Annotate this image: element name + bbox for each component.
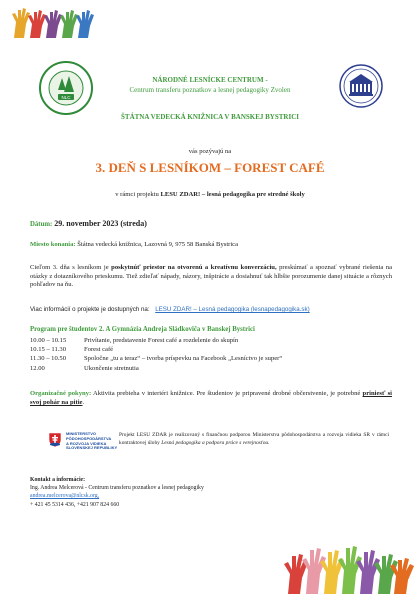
program-table — [30, 336, 282, 373]
slovak-coat-of-arms-icon — [48, 432, 62, 448]
project-link[interactable]: LESU ZDAR! – Lesná pedagogika (lesnapedagogika.sk) — [155, 306, 310, 313]
program-desc: Forest café — [84, 346, 114, 354]
paragraph-intro: Cieľom 3. dňa s lesníkom je — [30, 264, 112, 271]
program-time: 10.15 – 11.30 — [30, 346, 67, 354]
date-label: Dátum: — [30, 221, 53, 228]
subtitle-prefix: v rámci projektu — [115, 191, 161, 198]
info-text: Viac informácií o projekte je dostupných na: — [30, 306, 150, 313]
program-row — [30, 354, 282, 363]
program-heading: Program pre študentov 2. A Gymnázia Andreja Sládkoviča v Banskej Bystrici — [30, 326, 255, 333]
venue-value: Štátna vedecká knižnica, Lazovná 9, 975 58 Banská Bystrica — [77, 241, 239, 248]
program-row — [30, 336, 282, 345]
date-line — [30, 219, 147, 228]
program-row — [30, 364, 282, 373]
ministry-line: PÔDOHOSPODÁRSTVA — [66, 435, 112, 441]
contact-phone: + 421 45 5314 436, +421 907 824 660 — [30, 501, 120, 508]
ministry-line: A ROZVOJA VIDIEKA — [66, 440, 107, 446]
ministry-line: SLOVENSKEJ REPUBLIKY — [66, 445, 118, 451]
organizational-emph: priniesť si svoj pohár na pitie — [30, 390, 392, 406]
ministry-logo-text — [66, 432, 117, 451]
venue-label: Miesto konania: — [30, 241, 76, 248]
program-row — [30, 345, 282, 354]
program-desc: Ukončenie stretnutia — [84, 364, 139, 372]
contact-name: Ing. Andrea Melcerová - Centrum transferu poznatkov a lesnej pedagogiky — [30, 485, 204, 492]
contact-block — [30, 476, 204, 509]
paragraph-bold: poskytnúť priestor na otvorenú a kreatívnu konverzáciu, — [111, 264, 277, 271]
library-name: ŠTÁTNA VEDECKÁ KNIŽNICA V BANSKEJ BYSTRICI — [121, 113, 299, 121]
decorative-hands-bottom — [282, 540, 418, 594]
ministry-text — [119, 432, 389, 447]
org-subtitle: Centrum transferu poznatkov a lesnej pedagogiky Zvolen — [129, 86, 291, 94]
subtitle-project: LESU ZDAR! – lesná pedagogika pre stredné školy — [160, 191, 305, 198]
program-time: 11.30 – 10.50 — [30, 355, 67, 363]
program-time: 12.00 — [30, 364, 45, 372]
venue-line — [30, 241, 238, 248]
description-paragraph — [30, 264, 392, 290]
ministry-text-main: Projekt LESU ZDAR je realizovaný s finančnou podporou Ministerstva pôdohospodárstva a rozvoja vidieka SR v rámci kontraktovej úlohy — [119, 432, 389, 446]
ministry-logo — [48, 430, 118, 466]
event-title: 3. DEŇ S LESNÍKOM – FOREST CAFÉ — [95, 160, 325, 175]
info-line — [30, 306, 310, 313]
invite-line: vás pozývajú na — [188, 148, 232, 155]
paragraph-rest: preskúmať a spoznať vybrané riešenia na otázky z dotazníkového prieskumu. Tiež zdieľať nápady, názory, inšpirácie a dosiahnuť tak hlbšie porozumenie danej situácie a rôznych pohľadov na ňu. — [30, 264, 392, 289]
ministry-text-italic: Lesná pedagogika a podpora práce s verejnosťou. — [161, 439, 270, 446]
decorative-hands-top — [8, 4, 98, 40]
organizational-end: . — [82, 399, 85, 406]
organizational-note — [30, 389, 392, 407]
organizational-text: Aktivita prebieha v interiéri knižnice. Pre študentov je pripravené drobné občerstvenie, je potrebné — [91, 390, 363, 397]
program-time: 10.00 – 10.15 — [30, 337, 67, 344]
contact-heading: Kontakt a informácie: — [30, 477, 86, 483]
organizational-label: Organizačné pokyny: — [30, 390, 92, 397]
org-name: NÁRODNÉ LESNÍCKE CENTRUM - — [152, 76, 268, 84]
program-desc: Spoločne „tu a teraz“ – tvorba príspevku na Facebook „Lesníctvo je super“ — [84, 355, 283, 363]
date-value: 29. november 2023 (streda) — [54, 219, 147, 228]
program-desc: Privítanie, predstavenie Forest café a rozdelenie do skupín — [84, 337, 239, 344]
ministry-line: MINISTERSTVO — [66, 431, 97, 436]
nlc-logo-abbr: NLC — [61, 95, 71, 100]
event-subtitle — [0, 191, 420, 198]
contact-email[interactable]: andrea.melcerova@nlcsk.org, — [30, 493, 100, 500]
